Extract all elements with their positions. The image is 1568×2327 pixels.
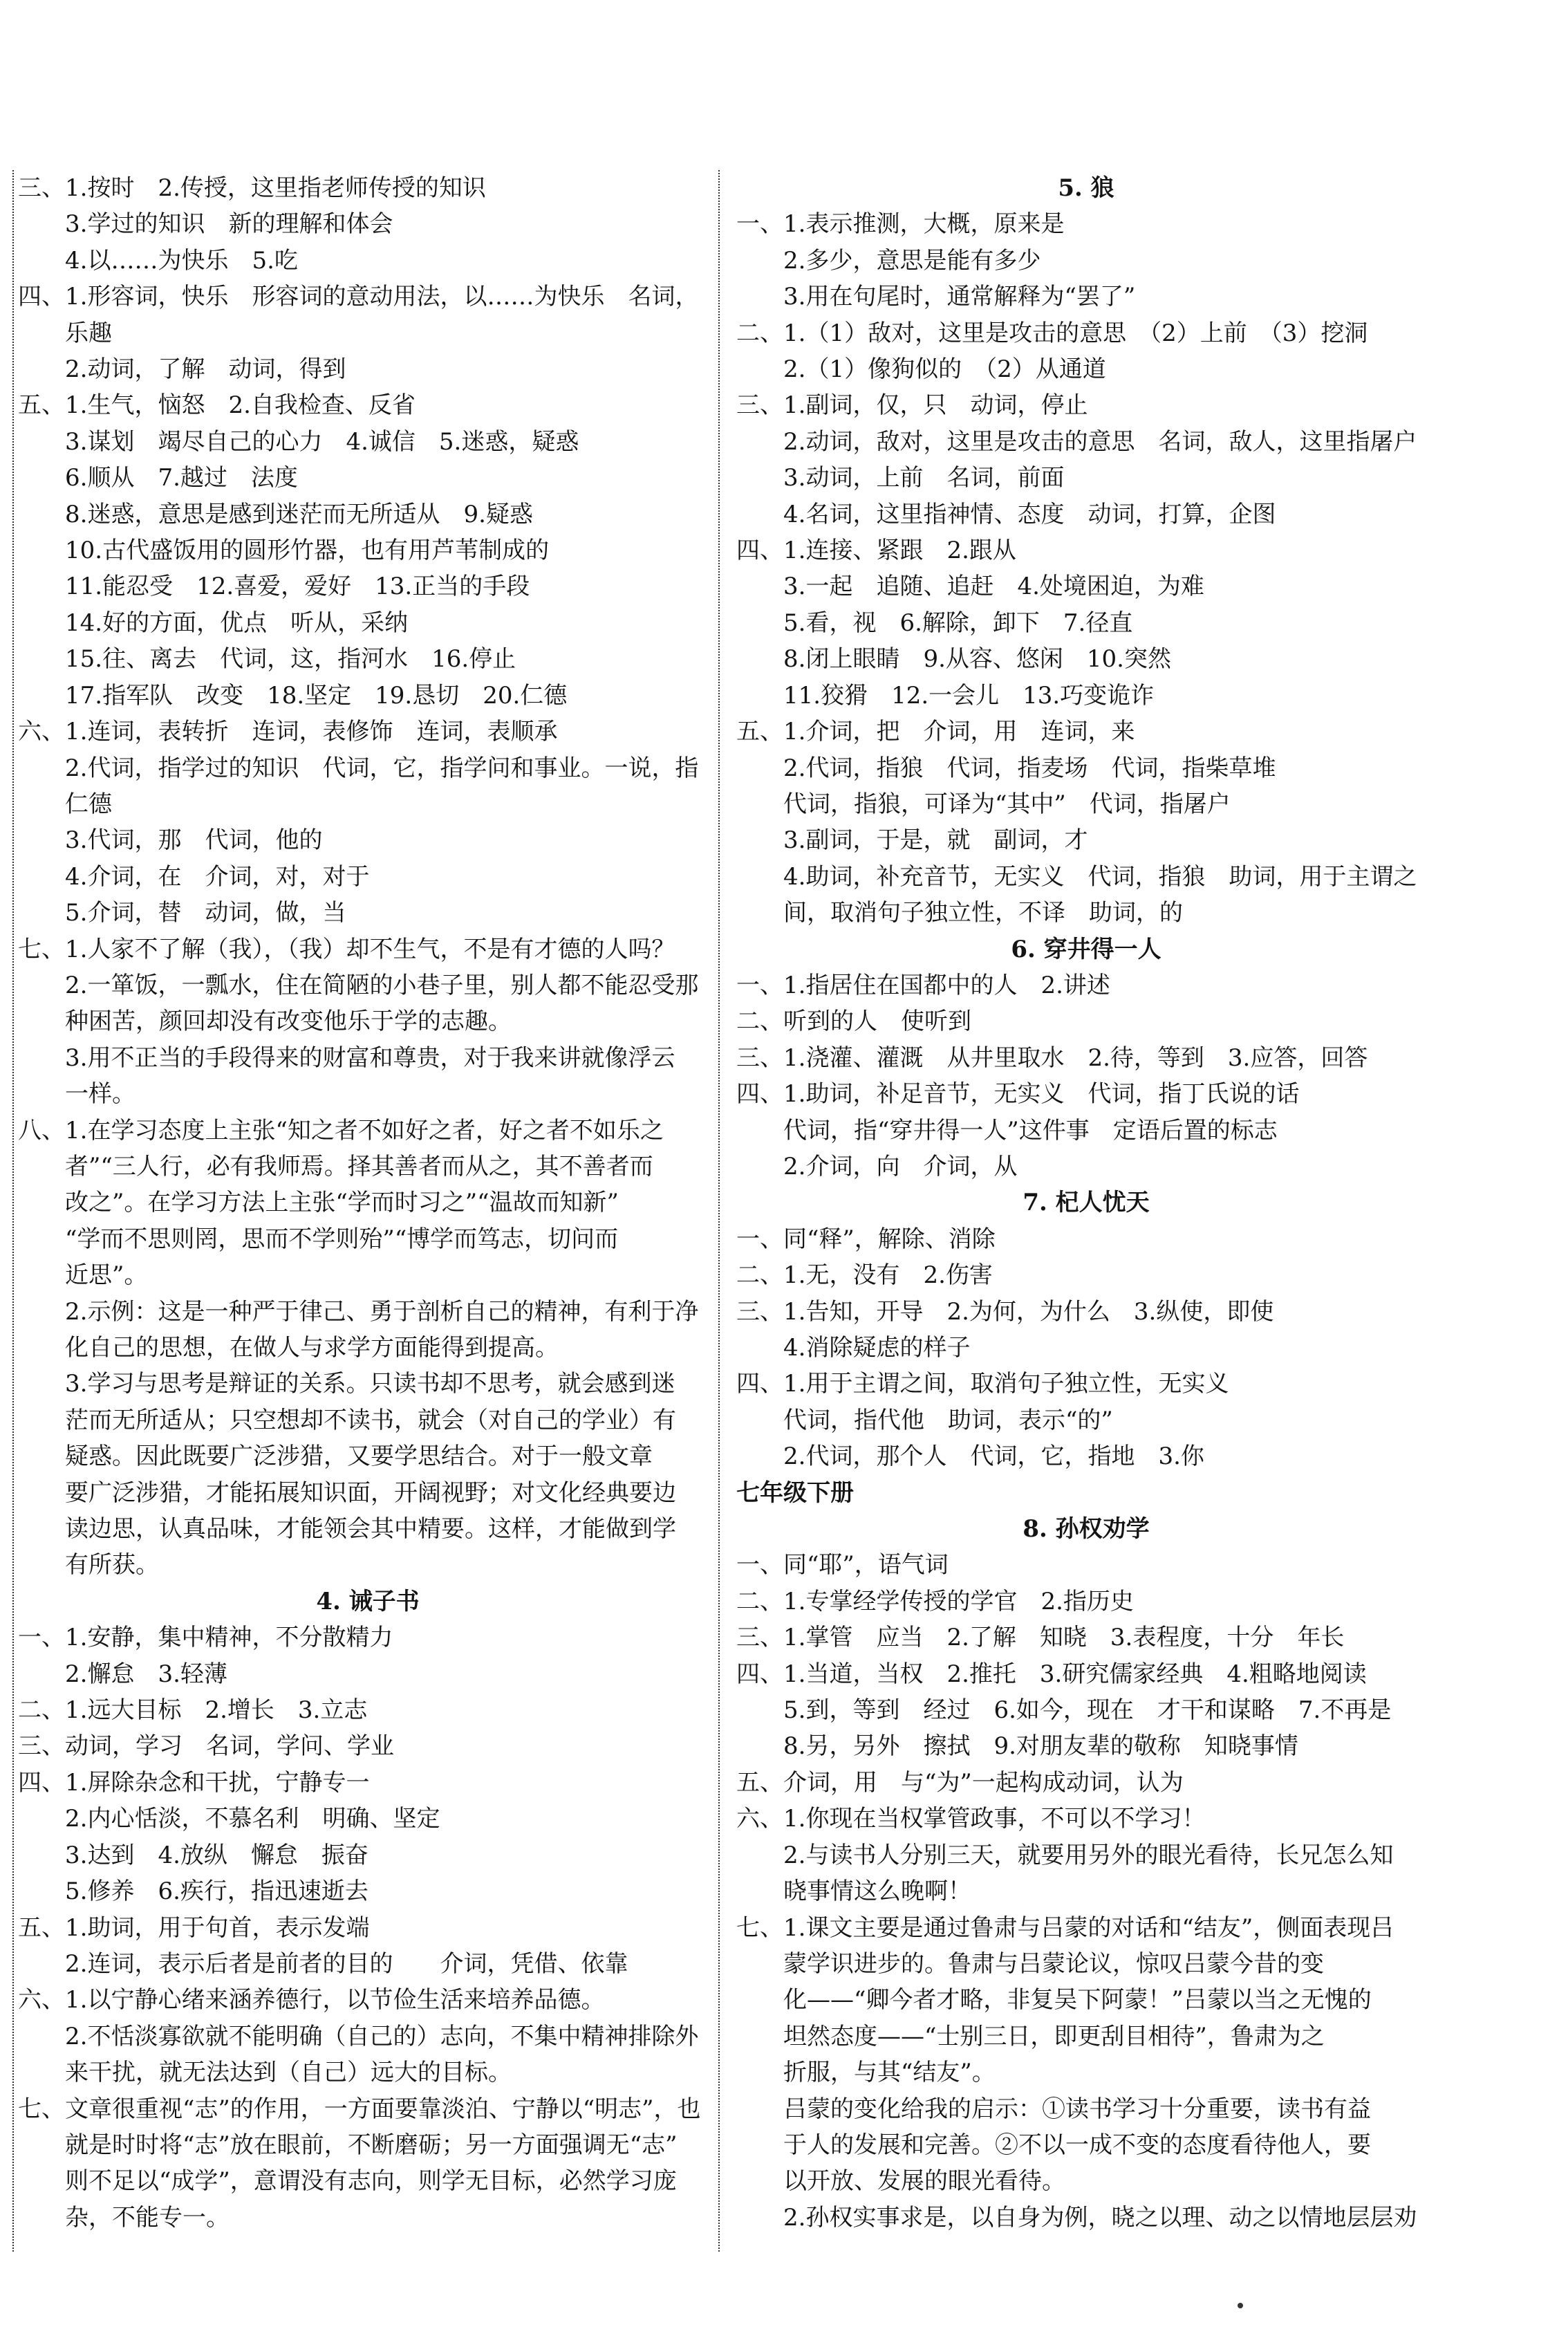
- answer-line: 茫而无所适从；只空想却不读书，就会（对自己的学业）有: [18, 1406, 676, 1434]
- answer-line: 3.达到 4.放纵 懈怠 振奋: [18, 1841, 368, 1869]
- answer-line: 11.狡猾 12.一会儿 13.巧变诡诈: [736, 681, 1155, 710]
- answer-line: 3.用不正当的手段得来的财富和尊贵，对于我来讲就像浮云: [18, 1044, 675, 1072]
- answer-line: 二、1.远大目标 2.增长 3.立志: [18, 1696, 368, 1725]
- section-title: 6. 穿井得一人: [1011, 935, 1161, 963]
- answer-line: 二、1.无，没有 2.伤害: [736, 1261, 993, 1290]
- answer-line: 五、介词，用 与“为”一起构成动词，认为: [736, 1768, 1184, 1797]
- answer-line: 化自己的思想，在做人与求学方面能得到提高。: [18, 1334, 559, 1362]
- answer-line: 5.看，视 6.解除，卸下 7.径直: [736, 609, 1133, 637]
- answer-line: 间，取消句子独立性，不译 助词，的: [736, 899, 1183, 927]
- answer-line: 2.示例：这是一种严于律己、勇于剖析自己的精神，有利于净: [18, 1297, 699, 1326]
- answer-line: 仁德: [18, 790, 112, 818]
- answer-line: 八、1.在学习态度上主张“知之者不如好之者，好之者不如乐之: [18, 1116, 664, 1144]
- answer-line: 8.另，另外 擦拭 9.对朋友辈的敬称 知晓事情: [736, 1732, 1298, 1761]
- answer-line: 3.副词，于是，就 副词，才: [736, 826, 1088, 855]
- answer-line: 以开放、发展的眼光看待。: [736, 2167, 1065, 2196]
- answer-line: 四、1.连接、紧跟 2.跟从: [736, 537, 1016, 565]
- answer-line: 三、1.掌管 应当 2.了解 知晓 3.表程度，十分 年长: [736, 1624, 1345, 1652]
- answer-line: 就是时时将“志”放在眼前，不断磨砺；另一方面强调无“志”: [18, 2131, 678, 2159]
- answer-line: 15.往、离去 代词，这，指河水 16.停止: [18, 645, 516, 674]
- answer-line: 三、1.告知，开导 2.为何，为什么 3.纵使，即使: [736, 1297, 1274, 1326]
- answer-line: 五、1.介词，把 介词，用 连词，来: [736, 718, 1135, 746]
- answer-line: 疑惑。因此既要广泛涉猎，又要学思结合。对于一般文章: [18, 1443, 653, 1471]
- answer-line: 8.迷惑，意思是感到迷茫而无所适从 9.疑惑: [18, 500, 533, 528]
- answer-line: 2.一箪饭，一瓢水，住在简陋的小巷子里，别人都不能忍受那: [18, 971, 699, 999]
- answer-line: 3.用在句尾时，通常解释为“罢了”: [736, 283, 1136, 311]
- answer-line: 折服，与其“结友”。: [736, 2059, 996, 2087]
- answer-line: 3.一起 追随、追赶 4.处境困迫，为难: [736, 573, 1204, 601]
- answer-line: 4.消除疑虑的样子: [736, 1334, 971, 1362]
- answer-line: 17.指军队 改变 18.坚定 19.恳切 20.仁德: [18, 681, 568, 710]
- answer-line: 于人的发展和完善。②不以一成不变的态度看待他人，要: [736, 2131, 1371, 2159]
- answer-line: 14.好的方面，优点 听从，采纳: [18, 609, 409, 637]
- answer-line: 二、听到的人 使听到: [736, 1008, 971, 1036]
- answer-line: 3.动词，上前 名词，前面: [736, 464, 1065, 492]
- answer-line: 有所获。: [18, 1551, 159, 1579]
- answer-line: 3.学过的知识 新的理解和体会: [18, 210, 393, 239]
- answer-line: 七、1.人家不了解（我），（我）却不生气，不是有才德的人吗？: [18, 935, 675, 963]
- answer-line: 读边思，认真品味，才能领会其中精要。这样，才能做到学: [18, 1515, 676, 1543]
- answer-line: 2.孙权实事求是，以自身为例，晓之以理、动之以情地层层劝: [736, 2203, 1417, 2232]
- answer-line: 七、1.课文主要是通过鲁肃与吕蒙的对话和“结友”，侧面表现吕: [736, 1913, 1394, 1942]
- answer-line: 2.代词，那个人 代词，它，指地 3.你: [736, 1443, 1204, 1471]
- section-title: 4. 诫子书: [316, 1587, 420, 1615]
- answer-line: 三、1.浇灌、灌溉 从井里取水 2.待，等到 3.应答，回答: [736, 1044, 1368, 1072]
- answer-line: 一、1.表示推测，大概，原来是: [736, 210, 1065, 239]
- answer-line: 2.介词，向 介词，从: [736, 1152, 1018, 1180]
- answer-line: 吕蒙的变化给我的启示：①读书学习十分重要，读书有益: [736, 2095, 1371, 2123]
- answer-line: 5.修养 6.疾行，指迅速逝去: [18, 1878, 368, 1906]
- section-title: 8. 孙权劝学: [1023, 1515, 1150, 1543]
- answer-line: 杂，不能专一。: [18, 2203, 230, 2232]
- answer-line: 要广泛涉猎，才能拓展知识面，开阔视野；对文化经典要边: [18, 1478, 676, 1507]
- answer-line: 种困苦，颜回却没有改变他乐于学的志趣。: [18, 1008, 512, 1036]
- answer-line: 2.连词，表示后者是前者的目的 介词，凭借、依靠: [18, 1949, 628, 1978]
- answer-line: 三、1.副词，仅，只 动词，停止: [736, 391, 1088, 420]
- section-title: 7. 杞人忧天: [1023, 1189, 1150, 1217]
- answer-line: 来干扰，就无法达到（自己）远大的目标。: [18, 2059, 512, 2087]
- answer-line: 蒙学识进步的。鲁肃与吕蒙论议，惊叹吕蒙今昔的变: [736, 1949, 1324, 1978]
- answer-line: 2.代词，指学过的知识 代词，它，指学问和事业。一说，指: [18, 754, 699, 782]
- answer-line: 乐趣: [18, 319, 112, 347]
- answer-line: 4.以……为快乐 5.吃: [18, 246, 298, 275]
- answer-line: 一、1.安静，集中精神，不分散精力: [18, 1624, 393, 1652]
- answer-line: 一样。: [18, 1080, 136, 1109]
- answer-line: 2.（1）像狗似的 （2）从通道: [736, 355, 1106, 384]
- answer-line: 2.多少，意思是能有多少: [736, 246, 1041, 275]
- answer-line: 四、1.用于主谓之间，取消句子独立性，无实义: [736, 1370, 1229, 1398]
- left-column: [18, 170, 718, 2236]
- section-title: 5. 狼: [1058, 174, 1114, 202]
- answer-line: 3.学习与思考是辩证的关系。只读书却不思考，就会感到迷: [18, 1370, 675, 1398]
- answer-line: 者”“三人行，必有我师焉。择其善者而从之，其不善者而: [18, 1152, 653, 1180]
- answer-line: 近思”。: [18, 1261, 148, 1290]
- answer-line: 5.介词，替 动词，做，当: [18, 899, 346, 927]
- answer-line: 二、1.（1）敌对，这里是攻击的意思 （2）上前 （3）挖洞: [736, 319, 1368, 347]
- answer-line: 六、1.连词，表转折 连词，表修饰 连词，表顺承: [18, 718, 558, 746]
- answer-line: 六、1.以宁静心绪来涵养德行，以节俭生活来培养品德。: [18, 1986, 605, 2014]
- answer-line: 三、动词，学习 名词，学问、学业: [18, 1732, 394, 1761]
- answer-line: 则不足以“成学”，意谓没有志向，则学无目标，必然学习庞: [18, 2167, 677, 2196]
- answer-line: 3.谋划 竭尽自己的心力 4.诚信 5.迷惑，疑惑: [18, 427, 579, 456]
- answer-line: 一、同“耶”，语气词: [736, 1551, 949, 1579]
- grade-heading: 七年级下册: [736, 1478, 854, 1507]
- answer-line: 一、同“释”，解除、消除: [736, 1225, 996, 1253]
- answer-line: 3.代词，那 代词，他的: [18, 826, 323, 855]
- answer-line: 四、1.屏除杂念和干扰，宁静专一: [18, 1768, 370, 1797]
- stray-dot: [1238, 2303, 1243, 2308]
- answer-line: 晓事情这么晚啊！: [736, 1878, 971, 1906]
- answer-line: 三、1.按时 2.传授，这里指老师传授的知识: [18, 174, 486, 202]
- answer-line: 一、1.指居住在国都中的人 2.讲述: [736, 971, 1110, 999]
- answer-line: 8.闭上眼睛 9.从容、悠闲 10.突然: [736, 645, 1171, 674]
- answer-line: 11.能忍受 12.喜爱，爱好 13.正当的手段: [18, 573, 530, 601]
- answer-line: 代词，指狼，可译为“其中” 代词，指屠户: [736, 790, 1231, 818]
- answer-line: 2.与读书人分别三天，就要用另外的眼光看待，长兄怎么知: [736, 1841, 1394, 1869]
- answer-line: 五、1.助词，用于句首，表示发端: [18, 1913, 370, 1942]
- answer-line: 5.到，等到 经过 6.如今，现在 才干和谋略 7.不再是: [736, 1696, 1392, 1725]
- answer-line: 2.动词，了解 动词，得到: [18, 355, 346, 384]
- answer-line: 4.名词，这里指神情、态度 动词，打算，企图: [736, 500, 1276, 528]
- right-column: [736, 170, 1436, 2236]
- answer-line: 坦然态度——“士别三日，即更刮目相待”，鲁肃为之: [736, 2022, 1325, 2050]
- answer-line: 六、1.你现在当权掌管政事，不可以不学习！: [736, 1805, 1206, 1833]
- answer-line: 四、1.当道，当权 2.推托 3.研究儒家经典 4.粗略地阅读: [736, 1660, 1367, 1688]
- answer-line: 代词，指“穿井得一人”这件事 定语后置的标志: [736, 1116, 1278, 1144]
- answer-line: 4.助词，补充音节，无实义 代词，指狼 助词，用于主谓之: [736, 862, 1417, 891]
- answer-line: 2.动词，敌对，这里是攻击的意思 名词，敌人，这里指屠户: [736, 427, 1417, 456]
- answer-line: 四、1.形容词，快乐 形容词的意动用法，以……为快乐 名词，: [18, 283, 699, 311]
- answer-line: 化——“卿今者才略，非复吴下阿蒙！”吕蒙以当之无愧的: [736, 1986, 1372, 2014]
- answer-line: 2.懈怠 3.轻薄: [18, 1660, 227, 1688]
- answer-line: 6.顺从 7.越过 法度: [18, 464, 298, 492]
- answer-line: 2.代词，指狼 代词，指麦场 代词，指柴草堆: [736, 754, 1276, 782]
- answer-line: 2.内心恬淡，不慕名利 明确、坚定: [18, 1805, 440, 1833]
- left-margin-dotted-rule: [12, 170, 14, 2252]
- answer-line: 二、1.专掌经学传授的学官 2.指历史: [736, 1587, 1134, 1615]
- column-divider: [718, 170, 720, 2252]
- answer-line: 2.不恬淡寡欲就不能明确（自己的）志向，不集中精神排除外: [18, 2022, 699, 2050]
- answer-line: 4.介词，在 介词，对，对于: [18, 862, 370, 891]
- answer-line: 七、文章很重视“志”的作用，一方面要靠淡泊、宁静以“明志”，也: [18, 2095, 701, 2123]
- answer-line: 四、1.助词，补足音节，无实义 代词，指丁氏说的话: [736, 1080, 1300, 1109]
- answer-line: 10.古代盛饭用的圆形竹器，也有用芦苇制成的: [18, 537, 550, 565]
- answer-line: 代词，指代他 助词，表示“的”: [736, 1406, 1113, 1434]
- answer-line: 改之”。在学习方法上主张“学而时习之”“温故而知新”: [18, 1189, 619, 1217]
- answer-line: 五、1.生气，恼怒 2.自我检查、反省: [18, 391, 416, 420]
- answer-line: “学而不思则罔，思而不学则殆”“博学而笃志，切问而: [18, 1225, 619, 1253]
